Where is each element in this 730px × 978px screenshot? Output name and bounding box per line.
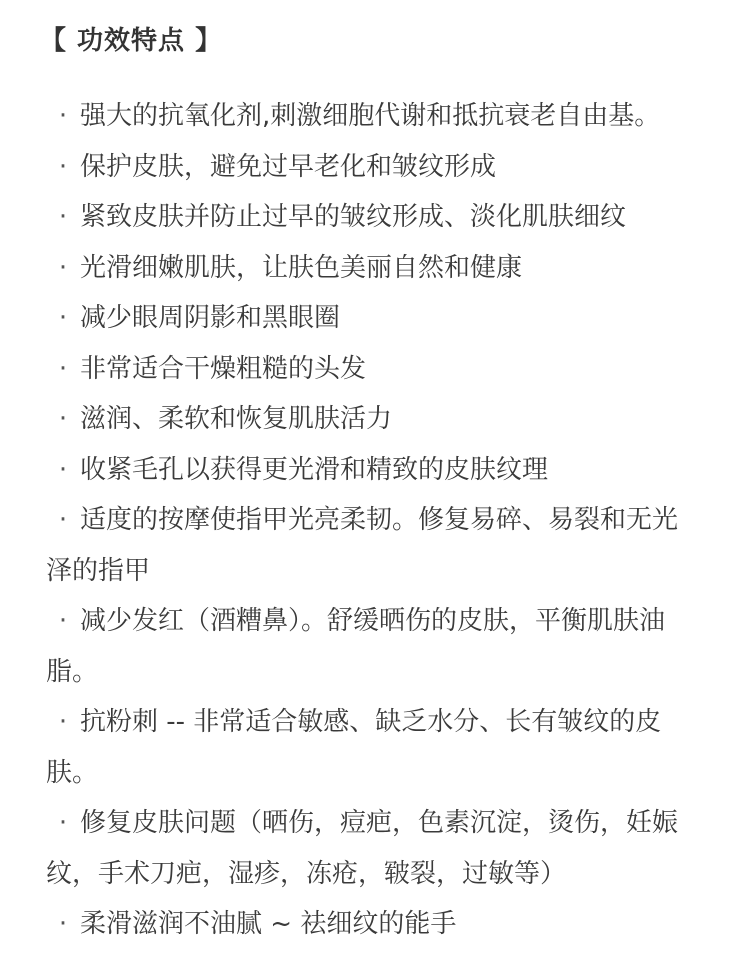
list-item bbox=[46, 899, 696, 950]
list-item-text: 适度的按摩使指甲光亮柔韧。修复易碎、易裂和无光泽的指甲 bbox=[46, 505, 679, 586]
list-item bbox=[46, 293, 696, 344]
list-item bbox=[46, 243, 696, 294]
list-item-text: 柔滑滋润不油腻 ~ 祛细纹的能手 bbox=[80, 909, 457, 939]
list-item bbox=[46, 344, 696, 395]
section-heading: 【 功效特点 】 bbox=[40, 26, 223, 56]
list-item-text: 减少发红（酒糟鼻）。舒缓晒伤的皮肤，平衡肌肤油脂。 bbox=[46, 606, 666, 687]
bullet-icon: · bbox=[58, 151, 68, 182]
list-item bbox=[46, 394, 696, 445]
bullet-icon: · bbox=[58, 454, 68, 485]
feature-list bbox=[46, 91, 696, 950]
list-item bbox=[46, 798, 696, 899]
list-item bbox=[46, 192, 696, 243]
list-item-text: 抗粉刺 -- 非常适合敏感、缺乏水分、长有皱纹的皮肤。 bbox=[46, 707, 662, 788]
bullet-icon: · bbox=[58, 505, 68, 535]
list-item-text: 紧致皮肤并防止过早的皱纹形成、淡化肌肤细纹 bbox=[80, 202, 627, 232]
bullet-icon: · bbox=[58, 252, 68, 283]
list-item bbox=[46, 91, 696, 142]
bullet-icon: · bbox=[58, 353, 68, 384]
list-item-text: 减少眼周阴影和黑眼圈 bbox=[80, 303, 341, 333]
list-item bbox=[46, 697, 696, 798]
list-item-text: 保护皮肤，避免过早老化和皱纹形成 bbox=[80, 151, 497, 182]
bullet-icon: · bbox=[58, 606, 68, 636]
list-item bbox=[46, 596, 696, 697]
bullet-icon: · bbox=[58, 909, 68, 939]
bullet-icon: · bbox=[58, 707, 68, 737]
list-item bbox=[46, 445, 696, 496]
bullet-icon: · bbox=[58, 404, 68, 434]
list-item-text: 光滑细嫩肌肤，让肤色美丽自然和健康 bbox=[80, 252, 523, 283]
bullet-icon: · bbox=[58, 202, 68, 232]
list-item bbox=[46, 142, 696, 193]
list-item-text: 滋润、柔软和恢复肌肤活力 bbox=[80, 404, 393, 434]
bullet-icon: · bbox=[58, 808, 68, 838]
list-item-text: 收紧毛孔以获得更光滑和精致的皮肤纹理 bbox=[80, 454, 549, 485]
bullet-icon: · bbox=[58, 101, 68, 131]
list-item-text: 修复皮肤问题（晒伤，痘疤，色素沉淀，烫伤，妊娠纹，手术刀疤，湿疹，冻疮，皲裂，过敏等） bbox=[46, 808, 679, 889]
list-item bbox=[46, 495, 696, 596]
list-item-text: 非常适合干燥粗糙的头发 bbox=[80, 353, 367, 384]
list-item-text: 强大的抗氧化剂,刺激细胞代谢和抵抗衰老自由基。 bbox=[80, 101, 661, 131]
bullet-icon: · bbox=[58, 303, 68, 333]
